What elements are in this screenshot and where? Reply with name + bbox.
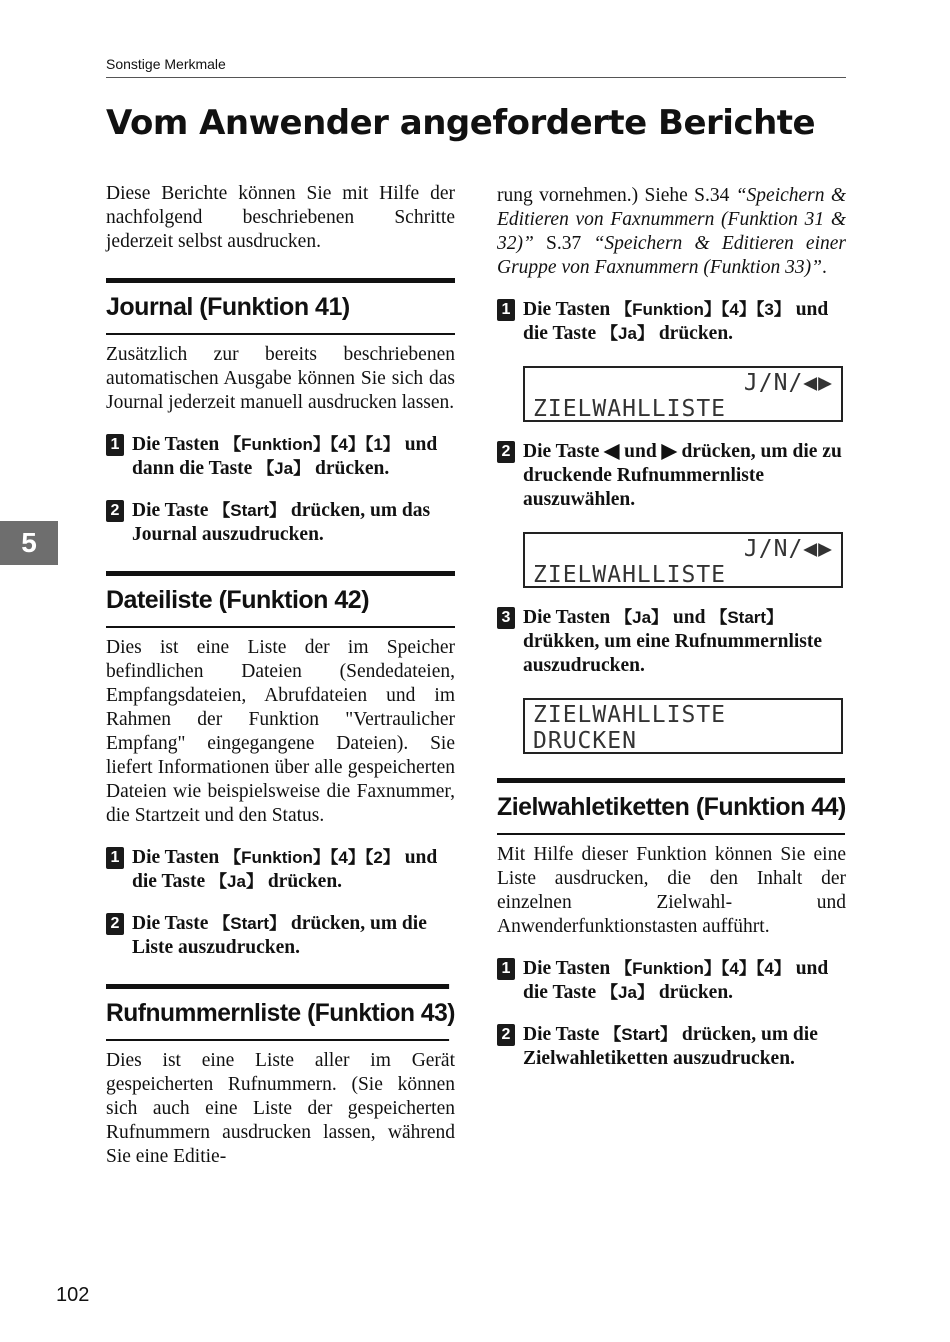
step-text: Die Taste bbox=[523, 1024, 605, 1045]
key-3: 【3】 bbox=[755, 300, 791, 319]
step-rufnummernliste-1 bbox=[497, 298, 846, 346]
intro-paragraph: Diese Berichte können Sie mit Hilfe der nachfolgend beschriebenen Schritte jederzeit selbst ausdrucken. bbox=[106, 183, 455, 252]
key-4: 【4】 bbox=[329, 848, 365, 867]
page-title: Vom Anwender angeforderte Berichte bbox=[106, 103, 816, 143]
step-text: drücken. bbox=[310, 458, 390, 479]
reference-link[interactable]: “Speichern & Editieren von Faxnummern (Funktion 31 & 32)” bbox=[497, 185, 846, 254]
section-body-zielwahletiketten: Mit Hilfe dieser Funktion können Sie eine Liste ausdrucken, die den Inhalt der einzelnen Zielwahl- und Anwenderfunktionstasten aufführt. bbox=[497, 844, 846, 937]
lcd-display bbox=[523, 698, 843, 754]
step-text: Die Tasten bbox=[523, 299, 616, 320]
lcd-line-bottom: ZIELWAHLLISTE bbox=[533, 562, 727, 588]
step-number-icon: 1 bbox=[497, 299, 515, 321]
step-text: drücken. bbox=[262, 871, 343, 892]
reference-link[interactable]: “Speichern & Editieren einer Gruppe von Faxnummern (Funktion 33)” bbox=[497, 233, 846, 278]
step-text: und bbox=[619, 441, 662, 462]
step-dateiliste-2 bbox=[106, 912, 455, 960]
step-zielwahletiketten-2 bbox=[497, 1023, 846, 1071]
reference-mid: S.37 bbox=[533, 233, 594, 254]
section-body-journal: Zusätzlich zur bereits beschriebenen automatischen Ausgabe können Sie sich das Journal jederzeit manuell ausdrucken lassen. bbox=[106, 344, 455, 413]
key-2: 【2】 bbox=[364, 848, 400, 867]
step-text: und die Taste bbox=[523, 299, 829, 344]
key-start: 【Start】 bbox=[213, 914, 286, 933]
key-funktion: 【Funktion】 bbox=[224, 848, 330, 867]
step-number-icon: 1 bbox=[106, 847, 124, 869]
key-start: 【Start】 bbox=[710, 608, 784, 627]
step-journal-2 bbox=[106, 499, 455, 547]
key-ja: 【Ja】 bbox=[210, 872, 263, 891]
step-text: Die Tasten bbox=[523, 607, 616, 628]
step-zielwahletiketten-1 bbox=[497, 957, 846, 1005]
chapter-tab: 5 bbox=[0, 521, 58, 565]
section-rufnummernliste bbox=[106, 984, 455, 1169]
key-funktion: 【Funktion】 bbox=[224, 435, 330, 454]
right-arrow-icon: ▶ bbox=[661, 441, 677, 462]
lcd-line-top: ZIELWAHLLISTE bbox=[533, 702, 727, 728]
reference-end: . bbox=[821, 257, 827, 278]
step-text: Die Taste bbox=[132, 500, 214, 521]
key-ja: 【Ja】 bbox=[615, 608, 669, 627]
section-title-journal: Journal (Funktion 41) bbox=[106, 278, 455, 335]
key-4: 【4】 bbox=[720, 959, 756, 978]
step-number-icon: 2 bbox=[497, 441, 515, 463]
key-4: 【4】 bbox=[720, 300, 756, 319]
reference-intro: rung vornehmen.) Siehe S.34 bbox=[497, 185, 736, 206]
key-ja: 【Ja】 bbox=[601, 324, 654, 343]
step-number-icon: 2 bbox=[497, 1024, 515, 1046]
right-column bbox=[497, 180, 846, 1071]
step-journal-1 bbox=[106, 433, 455, 481]
key-4: 【4】 bbox=[755, 959, 791, 978]
key-start: 【Start】 bbox=[213, 501, 286, 520]
step-text: drücken, um die Liste auszudrucken. bbox=[132, 913, 427, 958]
lcd-line-top: J/N/◀▶ bbox=[743, 536, 833, 562]
step-number-icon: 2 bbox=[106, 500, 124, 522]
section-body-dateiliste: Dies ist eine Liste der im Speicher befindlichen Dateien (Sendedateien, Empfangsdateien, Abrufdateien und im Rahmen der Funktion "Vertraulicher Empfang" eingegangene Dateien). Sie liefert Informationen über alle gespeicherten Dateien wie beispielsweise die Faxnummer, die Startzeit und den Status. bbox=[106, 637, 455, 826]
section-title-zielwahletiketten: Zielwahletiketten (Funktion 44) bbox=[497, 778, 845, 835]
lcd-display bbox=[523, 532, 843, 588]
left-column bbox=[106, 180, 455, 1169]
step-number-icon: 1 bbox=[106, 434, 124, 456]
step-text: Die Tasten bbox=[523, 958, 616, 979]
key-funktion: 【Funktion】 bbox=[615, 300, 721, 319]
section-body-rufnummernliste: Dies ist eine Liste aller im Gerät gespeicherten Rufnummern. (Sie können sich auch eine Liste der gespeicherten Rufnummern ausdrucken lassen, während Sie eine Editie- bbox=[106, 1050, 455, 1167]
section-title-rufnummernliste: Rufnummernliste (Funktion 43) bbox=[106, 984, 449, 1041]
lcd-line-bottom: DRUCKEN bbox=[533, 728, 637, 754]
key-funktion: 【Funktion】 bbox=[615, 959, 721, 978]
key-ja: 【Ja】 bbox=[257, 459, 311, 478]
step-rufnummernliste-3 bbox=[497, 606, 846, 678]
section-zielwahletiketten bbox=[497, 778, 846, 1071]
running-header-label: Sonstige Merkmale bbox=[106, 56, 226, 72]
step-number-icon: 2 bbox=[106, 913, 124, 935]
section-body-rufnummernliste-continued bbox=[497, 184, 846, 280]
step-text: drücken. bbox=[653, 323, 734, 344]
step-text: drükken, um eine Rufnummernliste auszudrucken. bbox=[523, 631, 823, 676]
key-1: 【1】 bbox=[364, 435, 400, 454]
key-ja: 【Ja】 bbox=[601, 983, 654, 1002]
step-text: drücken, um das Journal auszudrucken. bbox=[132, 500, 431, 545]
step-text: Die Taste bbox=[132, 913, 214, 934]
step-dateiliste-1 bbox=[106, 846, 455, 894]
step-text: drücken, um die Zielwahletiketten auszudrucken. bbox=[523, 1024, 818, 1069]
step-number-icon: 1 bbox=[497, 958, 515, 980]
left-arrow-icon: ◀ bbox=[604, 441, 620, 462]
header-rule bbox=[106, 77, 846, 78]
step-text: drücken. bbox=[653, 982, 734, 1003]
page-number: 102 bbox=[56, 1284, 90, 1306]
section-dateiliste bbox=[106, 571, 455, 960]
step-text: drücken, um die zu druckende Rufnummernliste auszuwählen. bbox=[523, 441, 842, 510]
key-4: 【4】 bbox=[329, 435, 365, 454]
lcd-line-top: J/N/◀▶ bbox=[743, 370, 833, 396]
step-text: und die Taste bbox=[523, 958, 829, 1003]
step-text: und dann die Taste bbox=[132, 434, 438, 479]
key-start: 【Start】 bbox=[604, 1025, 677, 1044]
section-title-dateiliste: Dateiliste (Funktion 42) bbox=[106, 571, 455, 628]
lcd-line-bottom: ZIELWAHLLISTE bbox=[533, 396, 727, 422]
step-text: Die Tasten bbox=[132, 847, 225, 868]
step-text: und bbox=[668, 607, 711, 628]
step-text: Die Taste bbox=[523, 441, 605, 462]
step-number-icon: 3 bbox=[497, 607, 515, 629]
step-text: und die Taste bbox=[132, 847, 438, 892]
lcd-display bbox=[523, 366, 843, 422]
section-journal bbox=[106, 278, 455, 547]
step-text: Die Tasten bbox=[132, 434, 225, 455]
step-rufnummernliste-2 bbox=[497, 440, 846, 512]
